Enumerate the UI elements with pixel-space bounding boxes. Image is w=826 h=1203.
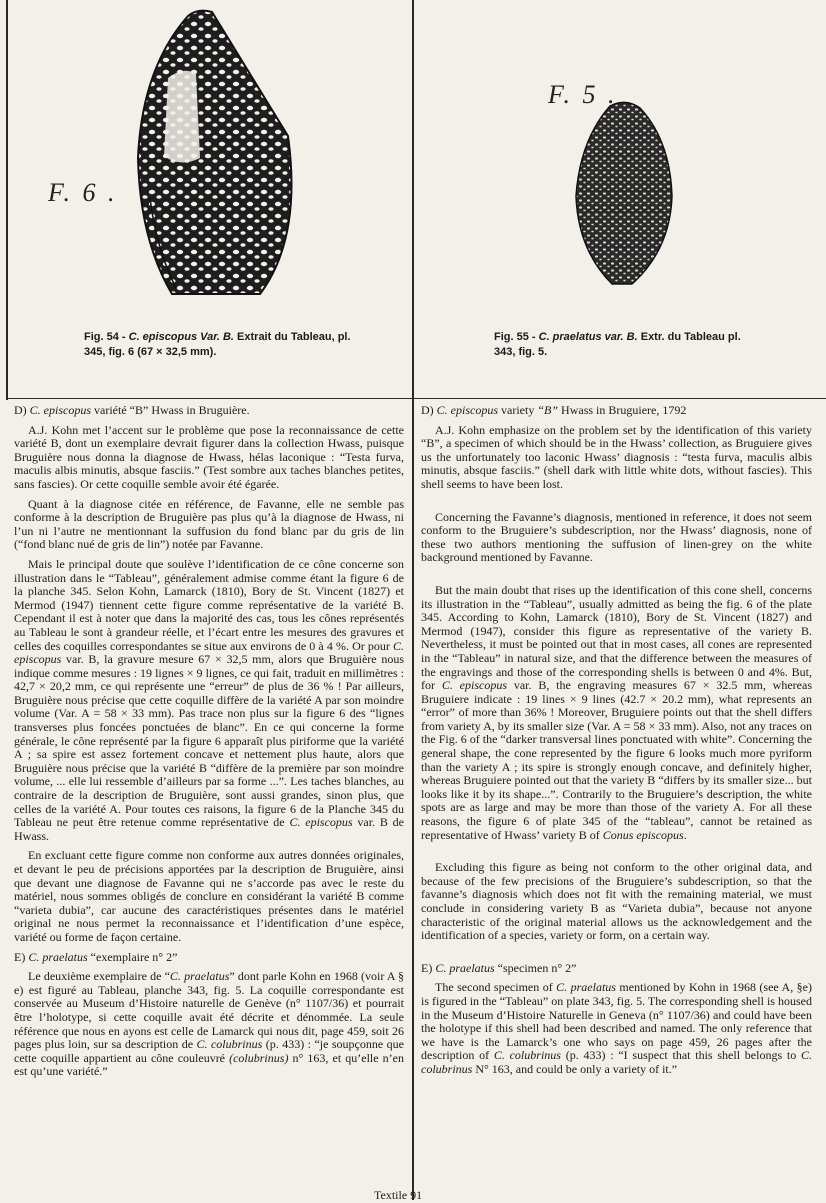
- fr-e-p1-species: C. praelatus: [169, 969, 230, 984]
- fr-e-prefix: E): [14, 949, 29, 964]
- french-column: [14, 404, 404, 1085]
- fig-55-caption-rest: Extr. du Tableau pl. 343, fig. 5.: [494, 331, 741, 358]
- fr-e-p1-part-c: (p. 433) : “je soupçonne que cette coquille appartient au cône couleuvré: [14, 1037, 404, 1065]
- fig-55-caption-species: C. praelatus var. B.: [538, 331, 638, 343]
- left-border-line: [6, 0, 8, 400]
- en-e-p1-part-a: The second specimen of: [435, 980, 557, 995]
- fr-section-e-heading: [14, 951, 404, 965]
- page-folio: Textile 91: [374, 1188, 423, 1202]
- fr-d-p3-species: C. episcopus: [14, 638, 404, 667]
- fr-d-p3-species-2: C. episcopus: [289, 815, 353, 830]
- fr-d-paragraph-2: Quant à la diagnose citée en référence, de Favanne, elle ne semble pas conforme à la description de Bruguière pas plus qu’à la diagnose de Hwass, ni l’un ni l’autre ne mentionnant la suffusion du fond blanc par du gris de lin (“fond blanc nué de gris de lin”) notée par Favanne.: [14, 496, 404, 552]
- en-d-mid: variety: [498, 403, 538, 417]
- en-d-variety: “B”: [537, 403, 559, 417]
- fig-55-plate-label: F. 5 .: [548, 80, 618, 109]
- en-e-p1-species: C. praelatus: [556, 980, 616, 995]
- fig-54-caption-rest: Extrait du Tableau, pl. 345, fig. 6 (67 × 32,5 mm).: [84, 331, 351, 358]
- en-d-paragraph-1: A.J. Kohn emphasize on the problem set by the identification of this variety “B”, a specimen of which should be in the Hwass’ collection, as Bruguiere gives us the unfortunately too laconic Hwass’ diagnosis : “testa furva, maculis albis minutis, absque fasciis.” (shell dark with little white dots, without fascies). This shell seems to have been lost.: [421, 422, 812, 491]
- spacer: [421, 498, 812, 511]
- en-d-paragraph-4: Excluding this figure as being not conform to the other original data, and because of the few precisions of the Bruguiere’s subdescription, so that the favanne’s diagnosis which does not fit with the remaining material, we must conclude in considering variety B as “Varieta dubia”, because not anyone characteristic of the original material allows us the acknowledgement and the identification of a species, variety or form, on a certain way.: [421, 860, 812, 943]
- fig-54-plate-label: F. 6 .: [48, 178, 118, 207]
- fr-d-paragraph-3: [14, 558, 404, 843]
- en-d-species: C. episcopus: [436, 403, 499, 417]
- fig-54-caption-species: C. episcopus Var. B.: [128, 331, 234, 343]
- fig-54-caption: [84, 330, 354, 360]
- fr-e-p1-part-b: ” dont parle Kohn en 1968 (voir A § e) est figuré au Tableau, planche 343, fig. 5. La coquille correspondante est conservée au Museum d’Histoire naturelle de Genève (n° 1107/36) et pourrait être l’holotype, si cette coquille avait été décrite et dénommée. La seule référence que nous en ayons est celle de Lamarck qui nous dit, page 459, soit 26 pages plus loin, sur sa description de: [14, 969, 404, 1052]
- fig-55-caption-prefix: Fig. 55 -: [494, 331, 539, 343]
- en-e-p1-part-c: (p. 433) : “I suspect that this shell belongs to: [560, 1048, 801, 1063]
- figure-rule-right: [414, 398, 826, 399]
- fr-d-p3-part-c: var. B de Hwass.: [14, 815, 404, 843]
- en-e-p1-part-d: N° 163, and could be only a variety of it.”: [472, 1061, 678, 1076]
- en-e-p1-species-3: C. colubrinus: [421, 1048, 812, 1076]
- en-d-rest: Hwass in Bruguiere, 1792: [558, 403, 687, 417]
- en-d-p3-part-c: .: [683, 827, 687, 842]
- fr-e-p1-species-3: (colubrinus): [229, 1050, 289, 1065]
- en-e-p1-species-2: C. colubrinus: [493, 1048, 561, 1063]
- en-e-species: C. praelatus: [435, 960, 495, 975]
- en-d-p3-part-a: But the main doubt that rises up the identification of this cone shell, concerns its illustration in the “Tableau”, usually admitted as being the fig. 6 of the plate 345. According to Kohn, Lamarck (1810), Bory de St. Vincent (1827) and Mermod (1947), consider this figure as representative of the variety B. Nevertheless, it must be pointed out that in most cases, all cones are represented in the “Tableau” in natural size, and that the difference between the measures of the engravings and those of the corresponding shells is between 0 and 4%. But, for: [421, 582, 812, 693]
- fr-e-species: C. praelatus: [28, 949, 88, 964]
- en-d-paragraph-2: Concerning the Favanne’s diagnosis, mentioned in reference, it does not seem conform to the Bruguiere’s subdescription, nor the Hwass’ diagnosis, none of these two authors mentioning the suffusion of linen-grey on the white background mentioned by Favanne.: [421, 509, 812, 565]
- fig-55-caption: [494, 330, 764, 360]
- fig-55-shell-illustration: [570, 100, 680, 290]
- fr-e-p1-part-a: Le deuxième exemplaire de “: [28, 969, 170, 984]
- fr-d-p3-part-b: var. B, la gravure mesure 67 × 32,5 mm, alors que Bruguière nous indique comme mesures : 19 lignes × 9 lignes, ce qui fait, traduit en millimètres : 42,7 × 20,2 mm, ce qui représente une “erreur” de plus de 36 % ! Par ailleurs, Bruguière nous précise que cette coquille diffère de la variété A par son moindre volume (Var. A = 58 × 33 mm). Pas trace non plus sur la figure 6 des “lignes transverses plus foncées ponctuées de blanc”. En ce qui concerne la forme générale, le cône représenté par la figure 6 apparaît plus piriforme que la variété A ; sa spire est assez fortement concave et nettement plus haute, alors que Bruguière nous précise que la variété B “diffère de la première par son moindre volume, ... elle lui ressemble d’ailleurs par sa forme ...”. Les taches blanches, au contraire de la description de Bruguière, sont aussi grandes, sinon plus, que celles de la variété A. Pour toutes ces raisons, la figure 6 de la Planche 345 du Tableau ne peut être retenue comme représentative de: [14, 652, 404, 830]
- fig-54-caption-prefix: Fig. 54 -: [84, 331, 129, 343]
- fr-d-prefix: D): [14, 403, 30, 417]
- fr-e-p1-part-d: n° 163, et qu’elle n’en est qu’une variété.”: [14, 1050, 404, 1079]
- en-e-prefix: E): [421, 960, 436, 975]
- fr-e-paragraph-1: [14, 970, 404, 1079]
- fr-d-p3-part-a: Mais le principal doute que soulève l’identification de ce cône concerne son illustration dans le “Tableau”, généralement admise comme étant la figure 6 de la planche 345. Selon Kohn, Lamarck (1810), Bory de St. Vincent (1827) et Mermod (1947) tiennent cette figure comme représentative de la variété B. Cependant il est à noter que dans la majorité des cas, tous les cônes représentés au Tableau le sont à grandeur réelle, et l’écart entre les mesures des gravures et celles des coquilles correspondantes se situe aux environs de 0 à 4 %. Or pour: [14, 556, 404, 653]
- fr-section-d-heading: [14, 404, 404, 418]
- fr-e-p1-species-2: C. colubrinus: [196, 1037, 263, 1052]
- en-e-p1-part-b: mentioned by Kohn in 1968 (see A, §e) is figured in the “Tableau” on plate 343, fig. 5. The corresponding shell is housed in the Museum d’Histoire Naturelle in Geneva (n° 1107/36) and could have been the holotype if this shell had been described and named. The only reference that we have is the Lamarck’s one who says on page 459, 26 pages after the description of: [421, 980, 812, 1063]
- fr-d-species: C. episcopus: [29, 403, 92, 417]
- en-d-paragraph-3: [421, 584, 812, 842]
- fr-d-paragraph-1: A.J. Kohn met l’accent sur le problème que pose la reconnaissance de cette variété B, dont un exemplaire devrait figurer dans la collection Hwass, puisque Bruguière nous donna la diagnose de Hwass, hélas laconique : “Testa furva, maculis albis minutis, absque fasciis.” (Test sombre aux taches blanches petites, sans fascies). Or cette coquille semble avoir été égarée.: [14, 422, 404, 491]
- en-e-rest: “specimen n° 2”: [494, 960, 577, 975]
- en-section-e-heading: [421, 962, 812, 976]
- en-d-p3-species: C. episcopus: [441, 678, 507, 693]
- en-d-prefix: D): [421, 403, 437, 417]
- fr-d-paragraph-4: En excluant cette figure comme non conforme aux autres données originales, et devant le peu de précisions apportées par la description de Bruguière, ainsi que devant une diagnose de Favanne qui ne s’accorde pas avec le reste du matériel, nous sommes obligés de conclure en considérant la variété B comme “varieta dubia”, car aucune des caractéristiques présentes dans le matériel original ne nous permet la reconnaissance et l’identification d’une espèce, variété ou forme de façon certaine.: [14, 848, 404, 944]
- column-divider: [412, 0, 414, 1200]
- en-e-paragraph-1: [421, 981, 812, 1076]
- en-d-p3-part-b: var. B, the engraving measures 67 × 32.5 mm, whereas Bruguiere indicate : 19 lines × 9 lines (42.7 × 20.2 mm), what represents an “error” of more than 36% ! Moreover, Bruguiere points out that the shell differs from variety A, by its smaller size (Var. A = 58 × 33 mm). Also, not any traces on the Fig. 6 of the “darker transversal lines ponctuated with white”. Concerning the general shape, the cone represented by the figure 6 looks much more pyriform than the variety A ; its spire is strongly enough concave, and definitely higher, whereas Bruguiere pointed out that the variety B “differs by its smaller size... but looks like it by its shape...”. Contrarily to the Bruguiere’s description, the white spots are as large and may be more than those of the variety A. For all these reasons, the figure 6 of plate 345 of the “tableau”, cannot be retained as representative of Hwass’ variety B of: [421, 678, 812, 842]
- fig-54-shell-illustration: [120, 8, 310, 298]
- fr-e-rest: “exemplaire n° 2”: [87, 949, 178, 964]
- en-d-p3-species-2: Conus episcopus: [602, 827, 684, 842]
- figure-rule-left: [6, 398, 412, 399]
- en-section-d-heading: [421, 404, 812, 418]
- fr-d-rest: variété “B” Hwass in Bruguière.: [91, 403, 250, 417]
- english-column: [421, 404, 812, 1083]
